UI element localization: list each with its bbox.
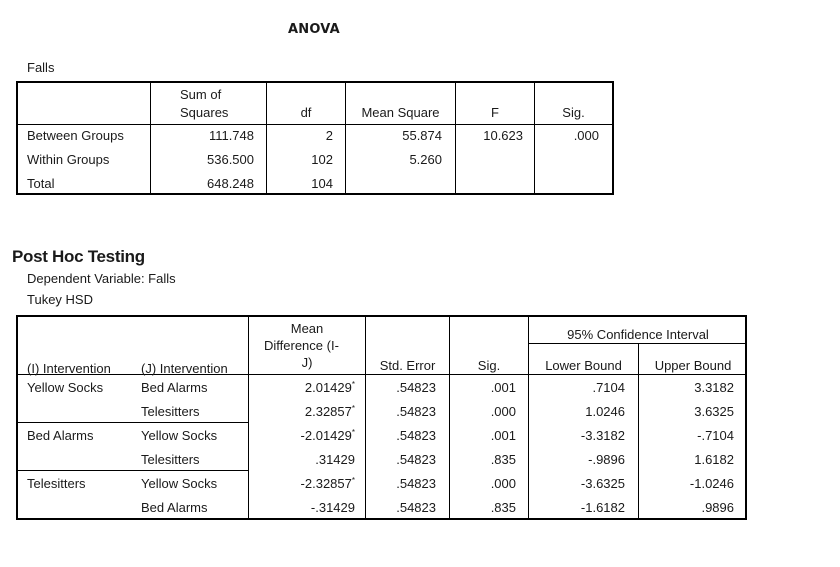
header-f: F (491, 105, 499, 120)
cell-upper-bound: .9896 (701, 500, 734, 515)
cell-j: Bed Alarms (141, 500, 208, 515)
header-j-intervention: (J) Intervention (141, 361, 228, 376)
cell-mean-difference: .31429 (315, 452, 355, 467)
significance-star: * (351, 476, 355, 485)
cell-mean-difference: 2.32857 (304, 404, 352, 419)
row-label: Between Groups (27, 128, 124, 143)
cell-i: Telesitters (27, 476, 86, 491)
cell-sig: .835 (490, 500, 516, 515)
posthoc-title: Post Hoc Testing (12, 247, 145, 266)
header-confidence-interval: 95% Confidence Interval (567, 327, 709, 342)
cell-j: Telesitters (141, 404, 200, 419)
cell-j: Telesitters (141, 452, 200, 467)
cell-std-error: .54823 (396, 380, 436, 395)
cell-sig: .000 (490, 404, 516, 419)
header-sum-of-squares-1: Sum of (180, 87, 222, 102)
cell-mean-difference: -2.01429 (300, 428, 352, 443)
cell-i: Yellow Socks (27, 380, 104, 395)
cell-upper-bound: 3.3182 (694, 380, 734, 395)
significance-star: * (351, 428, 355, 437)
cell-ms: 55.874 (402, 128, 442, 143)
cell-lower-bound: .7104 (592, 380, 625, 395)
cell-upper-bound: 1.6182 (694, 452, 734, 467)
cell-std-error: .54823 (396, 404, 436, 419)
cell-ss: 111.748 (208, 128, 254, 143)
cell-sig: .001 (490, 428, 516, 443)
cell-sig: .000 (573, 128, 599, 143)
dependent-variable-label: Dependent Variable: Falls (27, 271, 176, 286)
header-mean-square: Mean Square (361, 105, 440, 120)
cell-mean-difference: 2.01429 (304, 380, 352, 395)
cell-lower-bound: -.9896 (588, 452, 625, 467)
cell-i: Bed Alarms (27, 428, 94, 443)
cell-j: Yellow Socks (141, 476, 218, 491)
cell-std-error: .54823 (396, 500, 436, 515)
cell-upper-bound: -.7104 (697, 428, 734, 443)
header-mean-diff-2: Difference (I- (264, 338, 339, 353)
cell-upper-bound: -1.0246 (689, 476, 734, 491)
cell-std-error: .54823 (396, 428, 436, 443)
header-std-error: Std. Error (379, 358, 436, 373)
cell-df: 102 (311, 152, 333, 167)
cell-mean-difference: -.31429 (310, 500, 355, 515)
row-label: Total (27, 176, 55, 191)
header-sig: Sig. (562, 105, 585, 120)
header-sig: Sig. (477, 358, 501, 373)
header-upper-bound: Upper Bound (654, 358, 732, 373)
method-label: Tukey HSD (27, 292, 93, 307)
cell-lower-bound: -3.3182 (580, 428, 625, 443)
header-lower-bound: Lower Bound (545, 358, 622, 373)
cell-lower-bound: 1.0246 (585, 404, 625, 419)
header-i-intervention: (I) Intervention (27, 361, 111, 376)
row-label: Within Groups (27, 152, 110, 167)
header-sum-of-squares-2: Squares (180, 105, 229, 120)
cell-ss: 648.248 (207, 176, 254, 191)
cell-sig: .835 (490, 452, 516, 467)
cell-ms: 5.260 (409, 152, 442, 167)
cell-std-error: .54823 (396, 452, 436, 467)
cell-lower-bound: -1.6182 (580, 500, 625, 515)
anova-variable-label: Falls (27, 60, 55, 75)
significance-star: * (351, 404, 355, 413)
cell-j: Bed Alarms (141, 380, 208, 395)
header-df: df (300, 105, 312, 120)
cell-std-error: .54823 (396, 476, 436, 491)
cell-df: 104 (311, 176, 333, 191)
significance-star: * (351, 380, 355, 389)
header-mean-diff-1: Mean (290, 321, 324, 336)
cell-df: 2 (325, 128, 333, 143)
cell-mean-difference: -2.32857 (300, 476, 352, 491)
anova-title: ANOVA (288, 22, 340, 37)
cell-upper-bound: 3.6325 (694, 404, 734, 419)
cell-sig: .001 (490, 380, 516, 395)
anova-table (16, 81, 614, 195)
cell-ss: 536.500 (207, 152, 254, 167)
cell-f: 10.623 (483, 128, 523, 143)
cell-lower-bound: -3.6325 (580, 476, 625, 491)
cell-sig: .000 (490, 476, 516, 491)
header-mean-diff-3: J) (301, 355, 313, 370)
cell-j: Yellow Socks (141, 428, 218, 443)
posthoc-table (16, 315, 747, 520)
